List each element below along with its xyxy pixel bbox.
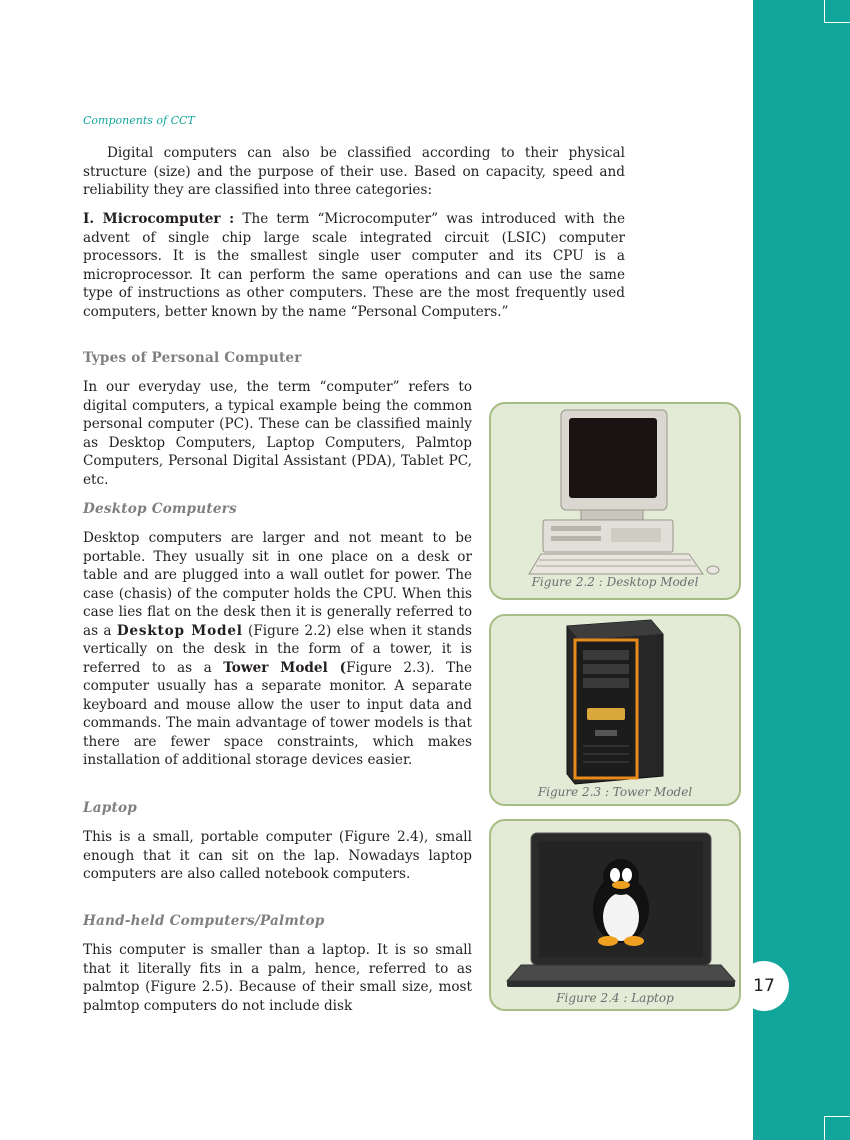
- figure-desktop-model: [489, 402, 741, 600]
- laptop-paragraph: This is a small, portable computer (Figure 2.4), small enough that it can sit on the lap. Nowadays laptop computers are also called notebook computers.: [83, 829, 472, 882]
- desktop-model-term: Desktop Model: [116, 622, 243, 639]
- microcomputer-paragraph: [83, 210, 625, 321]
- desktop-text-2: (Figure 2.2) else when it stands vertically on the desk in the form of a tower, it is referred to as a: [83, 622, 472, 676]
- intro-paragraph: Digital computers can also be classified according to their physical structure (size) and the purpose of their use. Based on capacity, speed and reliability they are classified into three categories:: [83, 145, 625, 198]
- handheld-heading: Hand-held Computers/Palmtop: [83, 913, 325, 929]
- crop-mark-bottom: [824, 1116, 850, 1140]
- laptop-computer-icon: [491, 821, 741, 1011]
- figure-tower-model: [489, 614, 741, 806]
- types-paragraph: In our everyday use, the term “computer” refers to digital computers, a typical example being the common personal computer (PC). These can be classified mainly as Desktop Computers, Laptop Computers, Palmtop Computers, Personal Digital Assistant (PDA), Tablet PC, etc.: [83, 379, 472, 488]
- figure-caption: Figure 2.2 : Desktop Model: [531, 575, 699, 589]
- handheld-paragraph: This computer is smaller than a laptop. It is so small that it literally fits in a palm, hence, referred to as palmtop (Figure 2.5). Because of their small size, most palmtop computers do not include disk: [83, 942, 472, 1014]
- desktop-text-1: Desktop computers are larger and not meant to be portable. They usually sit in one place on a desk or table and are plugged into a wall outlet for power. The case (chasis) of the computer holds the CPU. When this case lies flat on the desk then it is generally referred to as a: [83, 530, 472, 639]
- figure-laptop: [489, 819, 741, 1011]
- crop-mark-top: [824, 0, 850, 23]
- desktop-heading: Desktop Computers: [83, 501, 237, 517]
- desktop-computer-icon: [491, 404, 741, 600]
- running-head: Components of CCT: [83, 114, 195, 127]
- figure-caption: Figure 2.3 : Tower Model: [537, 785, 693, 799]
- desktop-text-3: Figure 2.3). The computer usually has a separate monitor. A separate keyboard and mouse allow the user to input data and commands. The main advantage of tower models is that there are fewer space constraints, which makes installation of additional storage devices easier.: [83, 659, 473, 768]
- microcomputer-text: The term “Microcomputer” was introduced with the advent of single chip large scale integrated circuit (LSIC) computer processors. It is the smallest single user computer and its CPU is a microprocessor. It can perform the same operations and can use the same type of instructions as other computers. These are the most frequently used computers, better known by the name “Personal Computers.”: [83, 211, 625, 320]
- microcomputer-label: I. Microcomputer :: [83, 211, 235, 227]
- page-number: 17: [739, 961, 789, 1011]
- tower-computer-icon: [491, 616, 741, 806]
- laptop-heading: Laptop: [83, 800, 137, 816]
- figure-caption: Figure 2.4 : Laptop: [556, 991, 674, 1005]
- types-heading: Types of Personal Computer: [83, 350, 302, 366]
- tower-model-term: Tower Model (: [223, 659, 347, 676]
- desktop-paragraph: [83, 529, 472, 770]
